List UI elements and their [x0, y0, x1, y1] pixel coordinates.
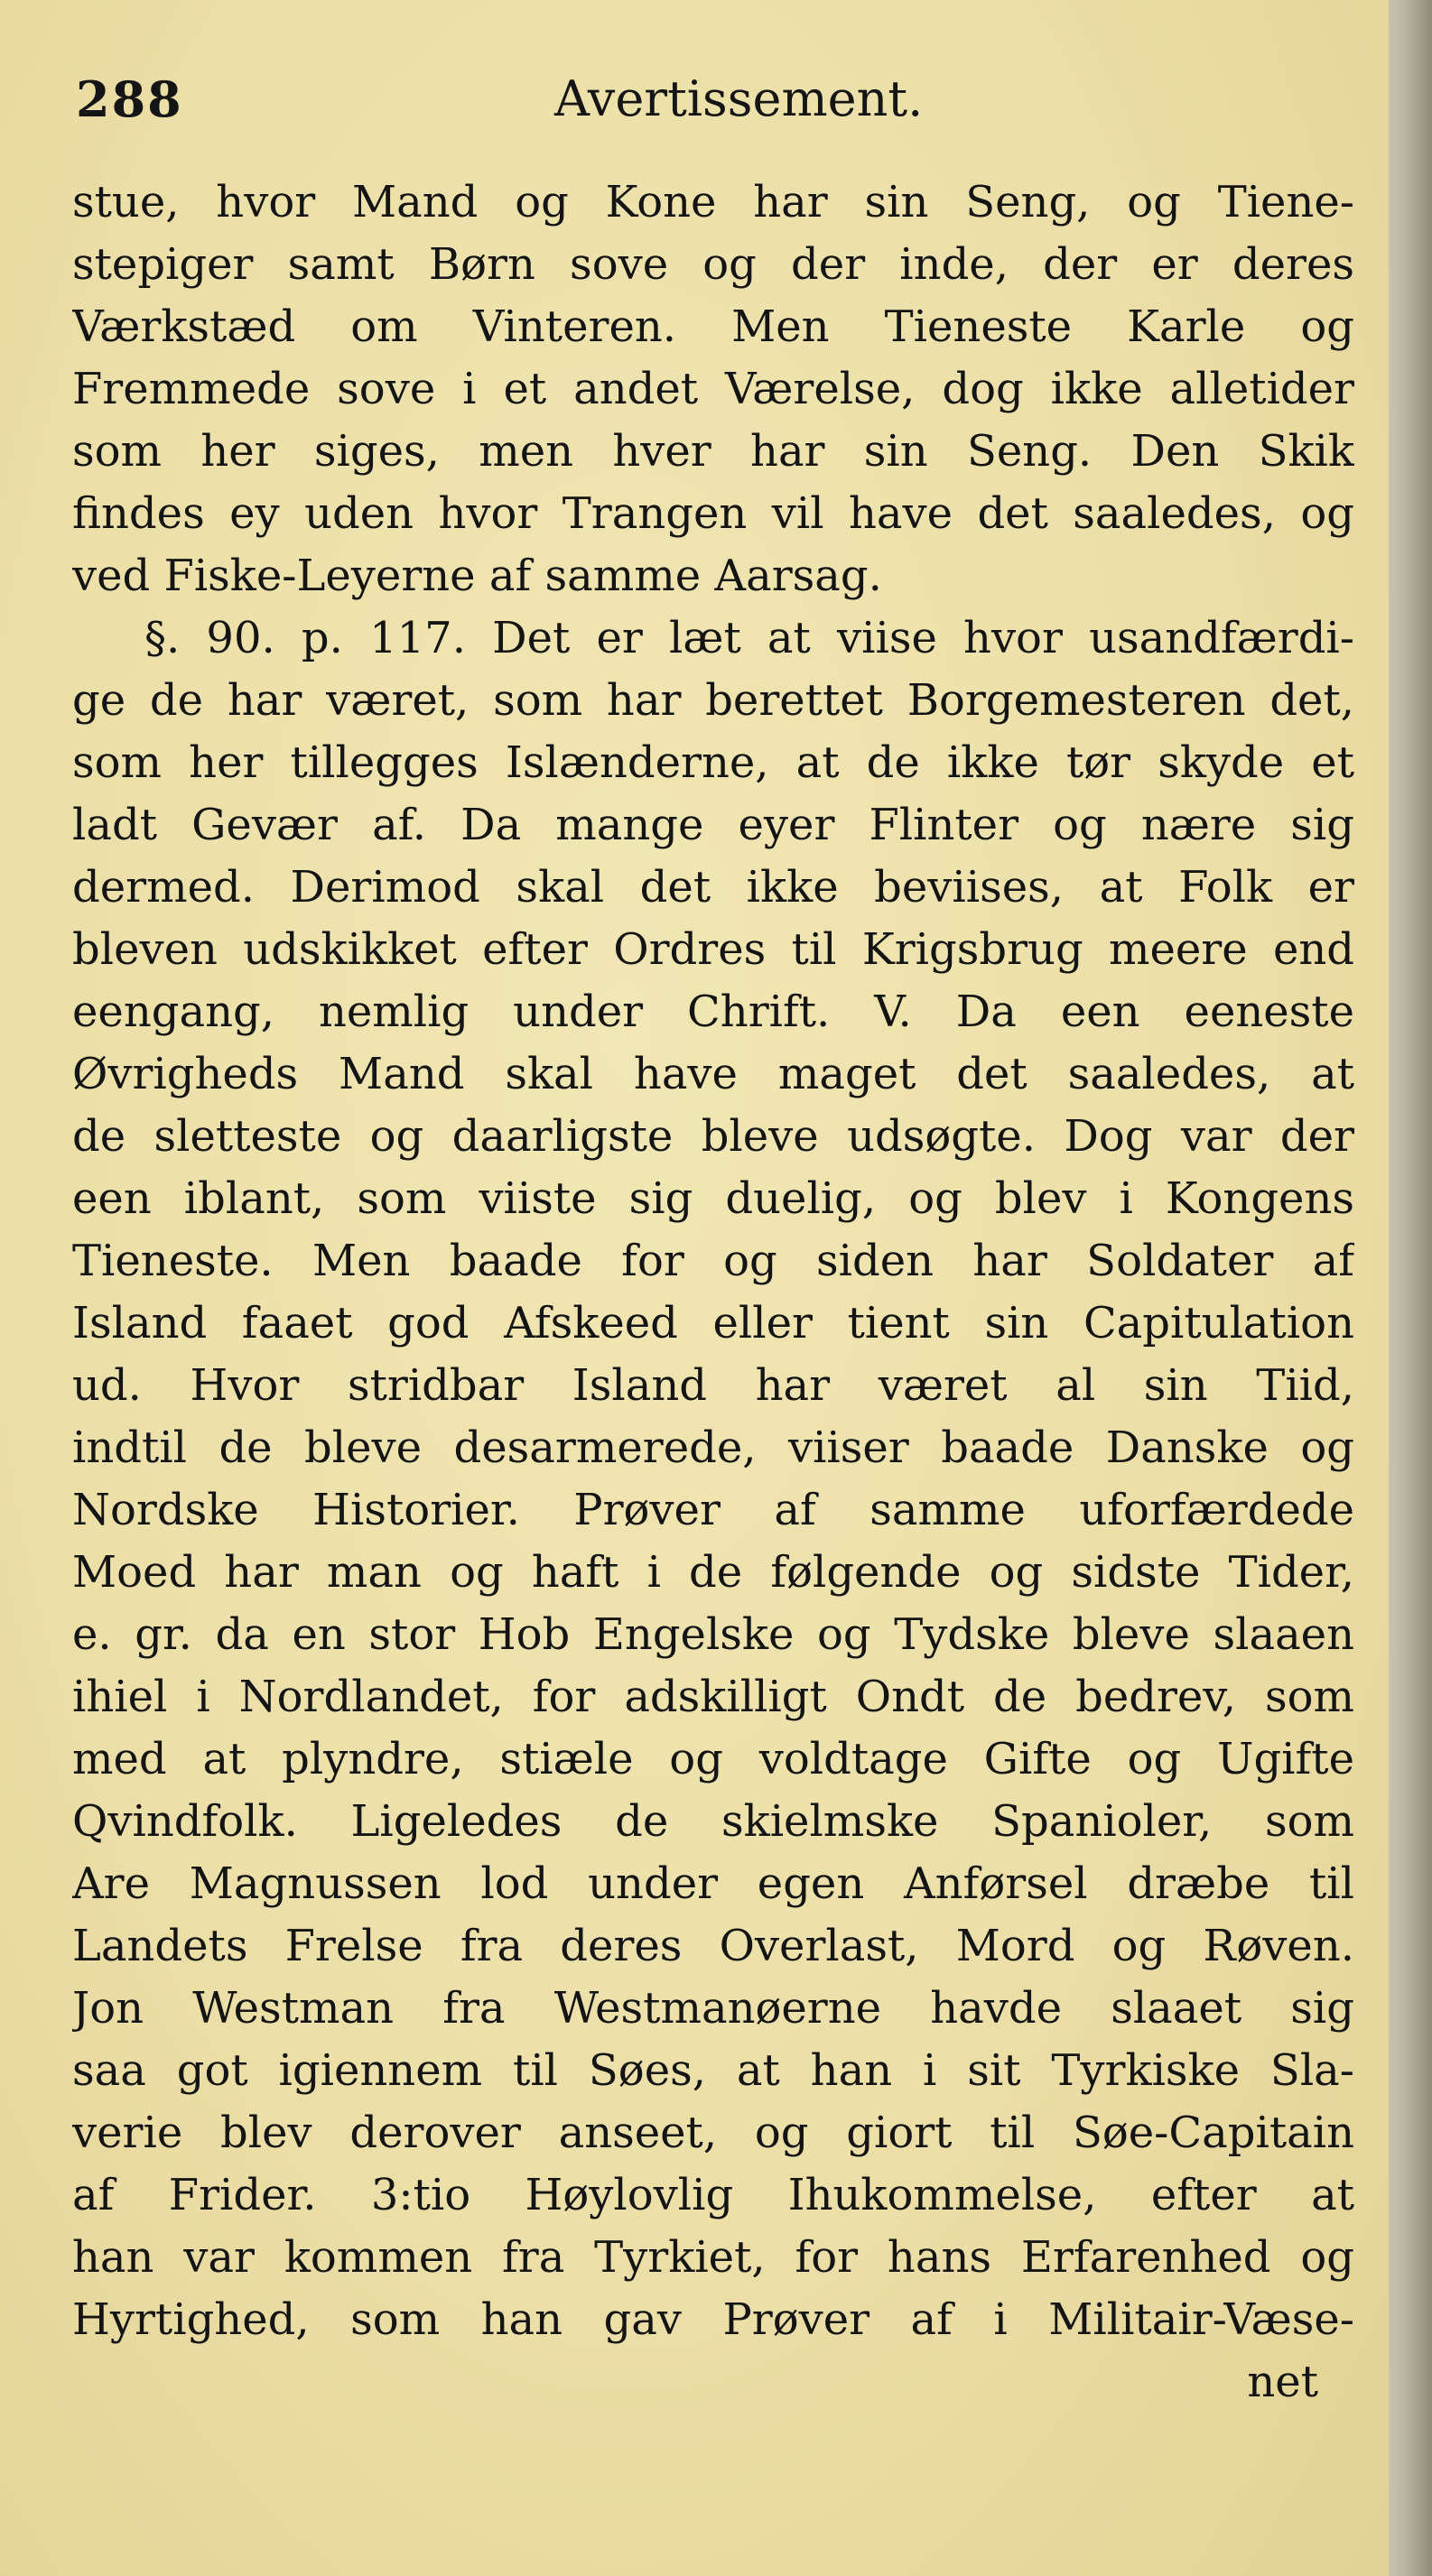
text-line: Jon Westman fra Westmanøerne havde slaaet sig	[72, 1983, 1354, 2034]
text-line: Tieneste. Men baade for og siden har Soldater af	[72, 1236, 1354, 1286]
text-line: han var kommen fra Tyrkiet, for hans Erfarenhed og	[72, 2232, 1354, 2283]
text-line: ihiel i Nordlandet, for adskilligt Ondt de bedrev, som	[72, 1672, 1354, 1722]
text-line: de sletteste og daarligste bleve udsøgte. Dog var der	[72, 1111, 1354, 1162]
text-line: Nordske Historier. Prøver af samme uforfærdede	[72, 1485, 1354, 1535]
text-line: som her tillegges Islænderne, at de ikke tør skyde et	[72, 737, 1354, 788]
text-line: ladt Gevær af. Da mange eyer Flinter og nære sig	[72, 800, 1354, 850]
text-line: ved Fiske-Leyerne af samme Aarsag.	[72, 551, 882, 601]
text-line: Are Magnussen lod under egen Anførsel dræbe til	[72, 1858, 1354, 1909]
body-text	[72, 171, 1354, 2414]
text-line: bleven udskikket efter Ordres til Krigsbrug meere end	[72, 924, 1354, 975]
text-line: dermed. Derimod skal det ikke beviises, at Folk er	[72, 862, 1354, 913]
running-head: Avertissement.	[554, 70, 924, 127]
text-line: Landets Frelse fra deres Overlast, Mord og Røven.	[72, 1921, 1354, 1971]
text-line: stepiger samt Børn sove og der inde, der er deres	[72, 239, 1354, 290]
text-line: Island faaet god Afskeed eller tient sin Capitulation	[72, 1298, 1354, 1348]
text-line: indtil de bleve desarmerede, viiser baade Danske og	[72, 1422, 1354, 1473]
page-header	[76, 70, 1340, 143]
text-line: med at plyndre, stiæle og voldtage Gifte og Ugifte	[72, 1734, 1354, 1784]
text-line: Værkstæd om Vinteren. Men Tieneste Karle og	[72, 301, 1354, 352]
text-line: stue, hvor Mand og Kone har sin Seng, og Tiene-	[72, 177, 1354, 227]
text-line: af Frider. 3:tio Høylovlig Ihukommelse, efter at	[72, 2170, 1354, 2220]
book-edge	[1389, 0, 1432, 2576]
paragraph-start-line: §. 90. p. 117. Det er læt at viise hvor usandfærdi-	[144, 613, 1354, 663]
page-number: 288	[76, 70, 183, 128]
text-line: Qvindfolk. Ligeledes de skielmske Spanioler, som	[72, 1796, 1354, 1847]
text-line: som her siges, men hver har sin Seng. Den Skik	[72, 426, 1354, 477]
text-line: eengang, nemlig under Chrift. V. Da een eeneste	[72, 987, 1354, 1037]
text-line: Hyrtighed, som han gav Prøver af i Militair-Væse-	[72, 2294, 1354, 2345]
text-line: ge de har været, som har berettet Borgemesteren det,	[72, 675, 1354, 726]
text-line: e. gr. da en stor Hob Engelske og Tydske bleve slaaen	[72, 1609, 1354, 1660]
text-line: findes ey uden hvor Trangen vil have det saaledes, og	[72, 488, 1354, 539]
text-line: Fremmede sove i et andet Værelse, dog ikke alletider	[72, 364, 1354, 414]
text-line: ud. Hvor stridbar Island har været al sin Tiid,	[72, 1360, 1354, 1411]
text-line: Øvrigheds Mand skal have maget det saaledes, at	[72, 1049, 1354, 1099]
catchword: net	[1247, 2357, 1318, 2407]
text-line: saa got igiennem til Søes, at han i sit Tyrkiske Sla-	[72, 2045, 1354, 2096]
text-line: verie blev derover anseet, og giort til Søe-Capitain	[72, 2108, 1354, 2158]
text-line: Moed har man og haft i de følgende og sidste Tider,	[72, 1547, 1354, 1598]
text-line: een iblant, som viiste sig duelig, og blev i Kongens	[72, 1173, 1354, 1224]
